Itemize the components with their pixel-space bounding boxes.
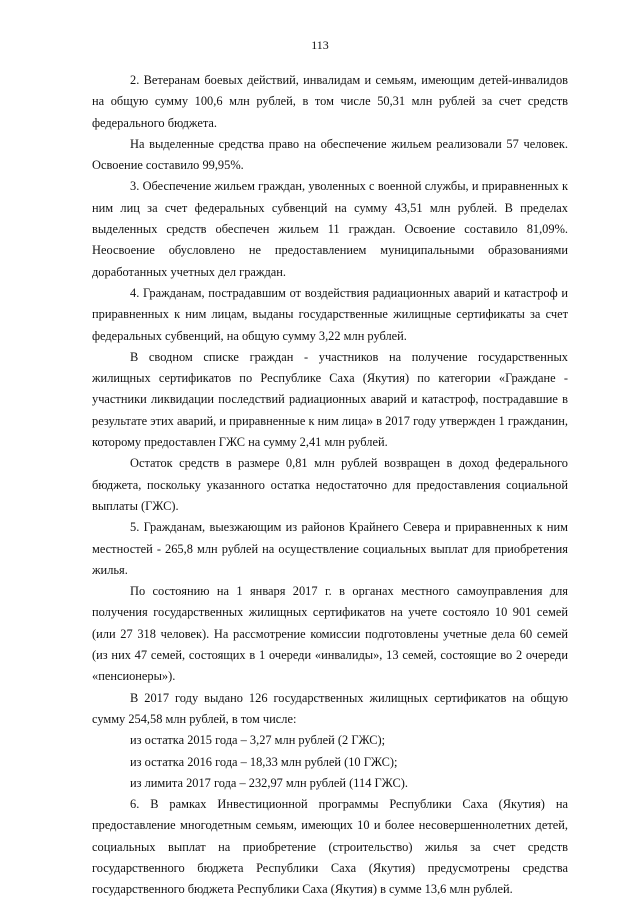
paragraph-north: 5. Гражданам, выезжающим из районов Крайнего Севера и приравненных к ним местностей - 265,8 млн рублей на осуществление социальных выплат для приобретения жилья. [92,520,568,577]
list-item: из остатка 2015 года – 3,27 млн рублей (2 ГЖС); [130,733,386,748]
list-item: из лимита 2017 года – 232,97 млн рублей (114 ГЖС). [130,775,408,790]
paragraph-radiation: 4. Гражданам, пострадавшим от воздействия радиационных аварий и катастроф и приравненных к ним лицам, выданы государственные жилищные сертификаты за счет федеральных субвенций, на общую сумму 3,22 млн рублей. [92,285,568,343]
paragraph-veterans: 2. Ветеранам боевых действий, инвалидам и семьям, имеющим детей-инвалидов на общую сумму 100,6 млн рублей, в том числе 50,31 млн рублей за счет средств федерального бюджета. [92,73,568,130]
paragraph-north-status: По состоянию на 1 января 2017 г. в органах местного самоуправления для получения государственных жилищных сертификатов на учете состояло 10 901 семей (или 27 318 человек). На рассмотрение комиссии подготовлены учетные дела 60 семей (из них 47 семей, состоящих в 1 очереди «инвалиды», 13 семей, состоящие во 2 очереди «пенсионеры»). [92,584,568,684]
paragraph-military: 3. Обеспечение жильем граждан, уволенных с военной службы, и приравненных к ним лиц за счет федеральных субвенций на сумму 43,51 млн рублей. В пределах выделенных средств обеспечен жильем 11 граждан. Освоение составило 81,09%. Неосвоение обусловлено не предоставлением муниципальными образованиями доработанных учетных дел граждан. [92,179,568,279]
document-body [92,70,568,901]
paragraph-large-families: 6. В рамках Инвестиционной программы Республики Саха (Якутия) на предоставление многодетным семьям, имеющих 10 и более несовершеннолетних детей, социальных выплат на приобретение (строительство) жилья за счет средств государственного бюджета Республики Саха (Якутия) предусмотрены средства государственного бюджета Республики Саха (Якутия) в сумме 13,6 млн рублей. [92,797,568,897]
page-number: 113 [311,38,329,52]
paragraph-veterans-result: На выделенные средства право на обеспечение жильем реализовали 57 человек. Освоение составило 99,95%. [92,136,568,173]
list-item: из остатка 2016 года – 18,33 млн рублей (10 ГЖС); [130,754,398,769]
paragraph-certificates-2017: В 2017 году выдано 126 государственных жилищных сертификатов на общую сумму 254,58 млн рублей, в том числе: [92,690,568,726]
paragraph-radiation-list: В сводном списке граждан - участников на получение государственных жилищных сертификатов по Республике Саха (Якутия) по категории «Граждане - участники ликвидации последствий радиационных аварий и катастроф, пострадавшие в результате этих аварий, и приравненные к ним лица» в 2017 году утвержден 1 гражданин, которому предоставлен ГЖС на сумму 2,41 млн рублей. [92,349,568,450]
paragraph-remainder: Остаток средств в размере 0,81 млн рублей возвращен в доход федерального бюджета, поскольку указанного остатка недостаточно для предоставления социальной выплаты (ГЖС). [92,456,568,513]
